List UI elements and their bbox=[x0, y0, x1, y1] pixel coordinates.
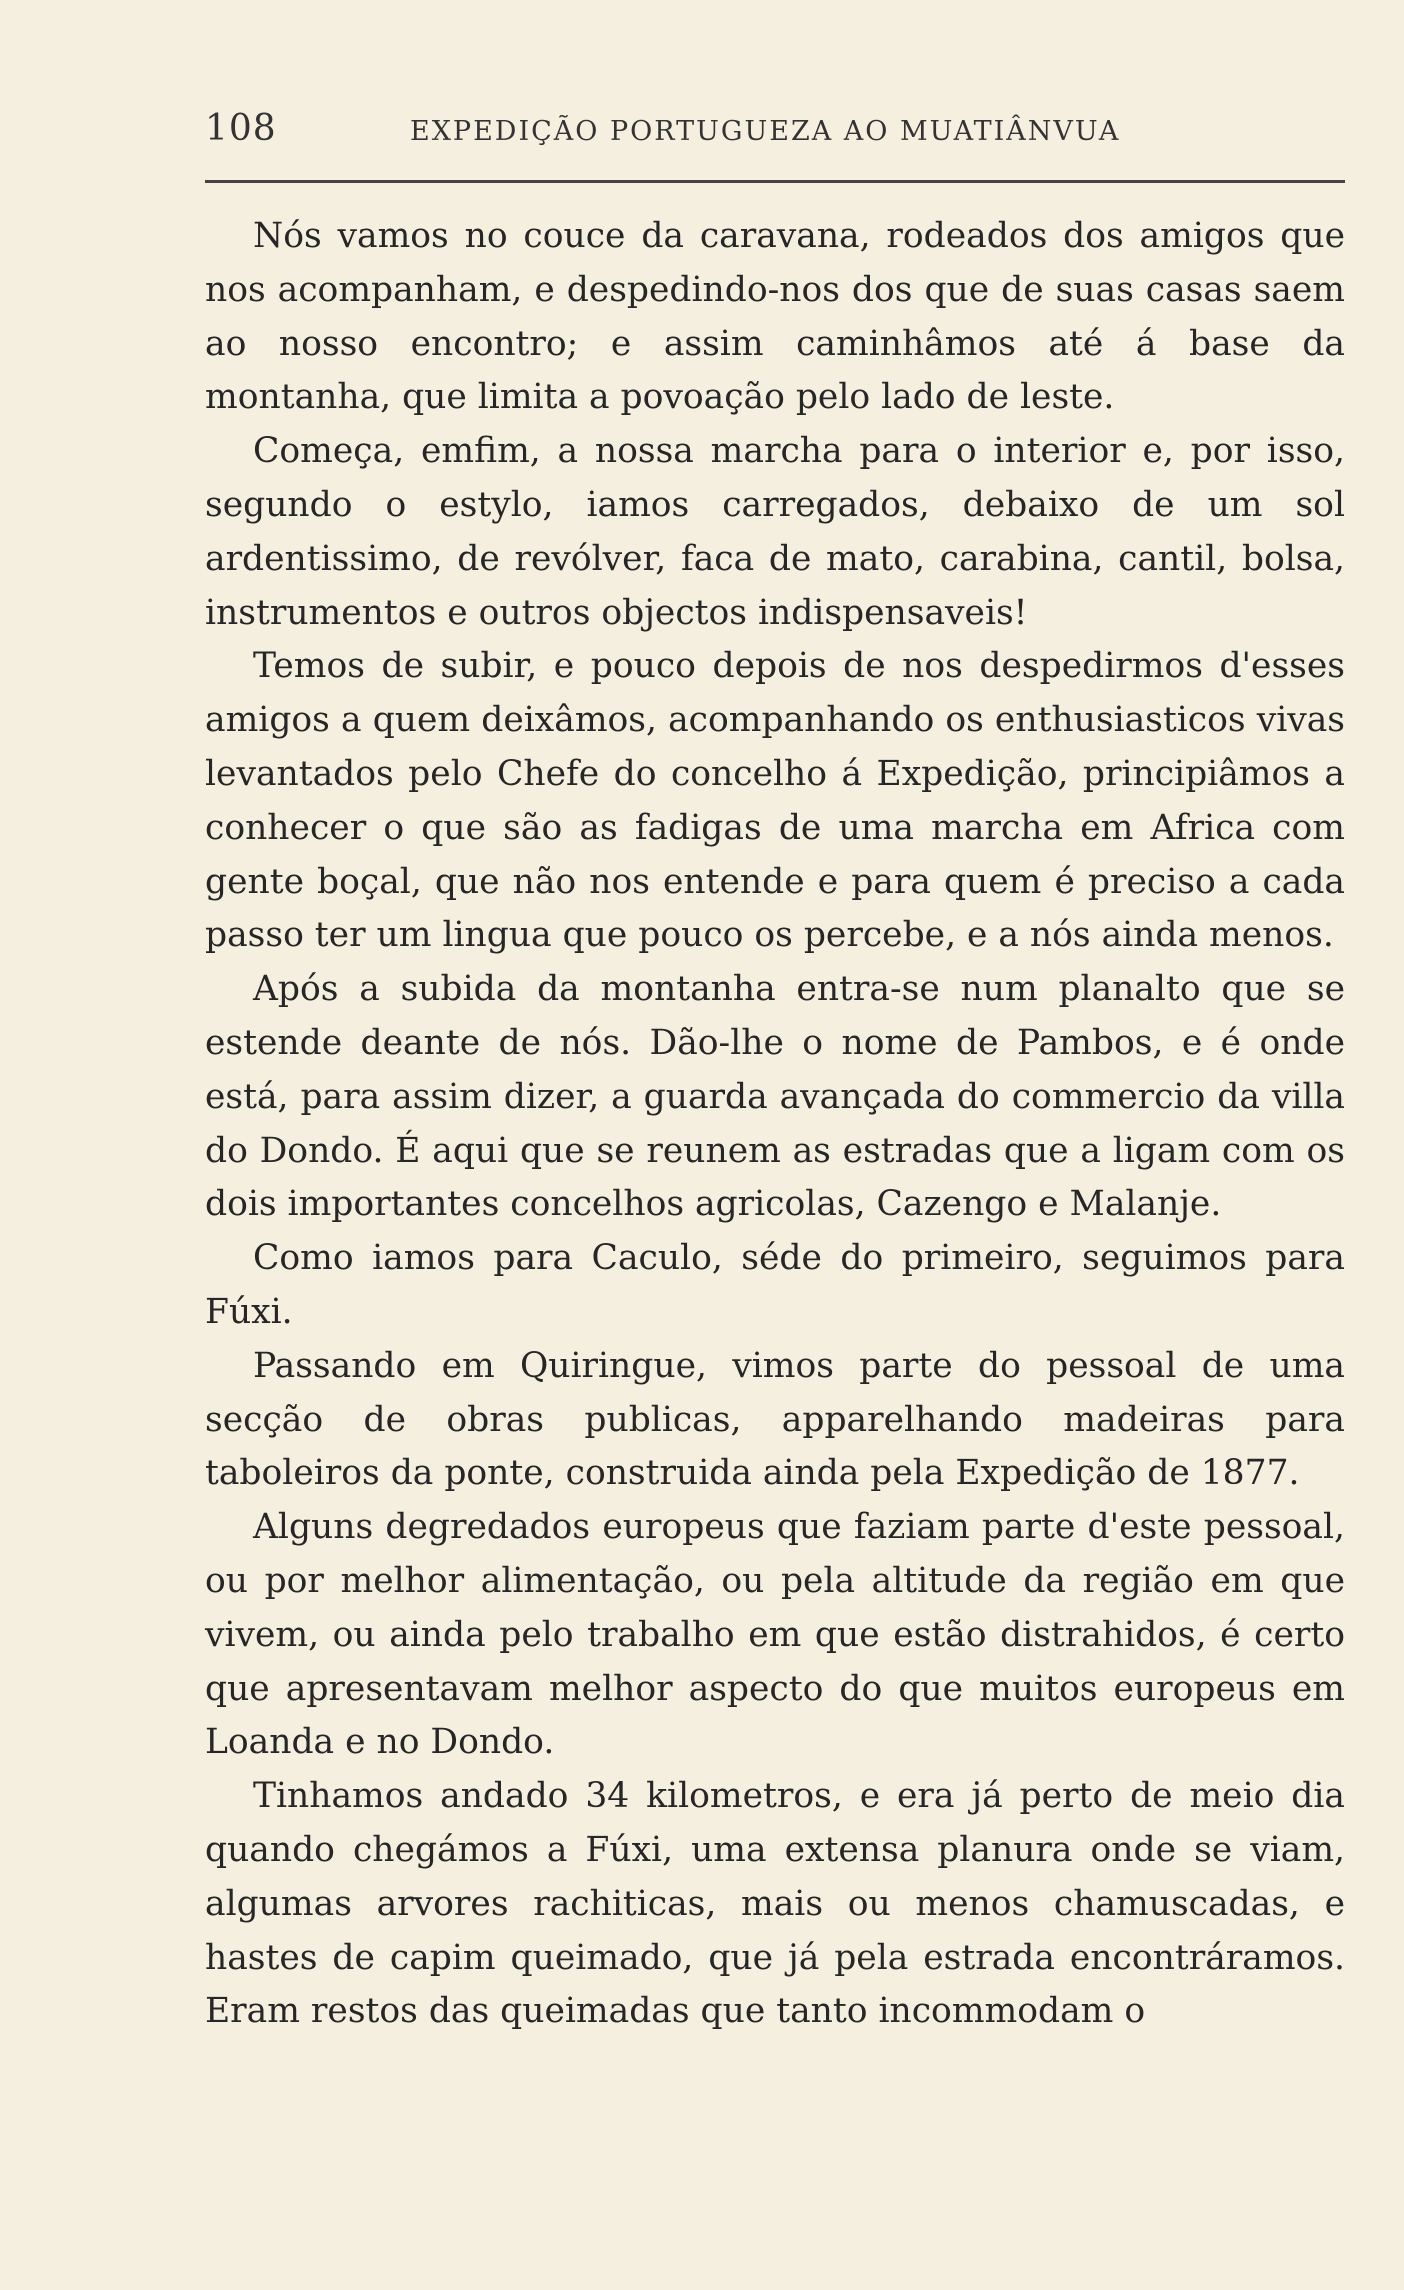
paragraph: Temos de subir, e pouco depois de nos despedirmos d'esses amigos a quem deixâmos, acompanhando os enthusiasticos vivas levantados pelo Chefe do concelho á Expedição, principiâmos a conhecer o que são as fadigas de uma marcha em Africa com gente boçal, que não nos entende e para quem é preciso a cada passo ter um lingua que pouco os percebe, e a nós ainda menos. bbox=[205, 646, 1345, 956]
running-title: EXPEDIÇÃO PORTUGUEZA AO MUATIÂNVUA bbox=[410, 116, 1121, 147]
page-number: 108 bbox=[205, 108, 277, 149]
body-text bbox=[205, 210, 1345, 2039]
paragraph: Após a subida da montanha entra-se num planalto que se estende deante de nós. Dão-lhe o nome de Pambos, e é onde está, para assim dizer, a guarda avançada do commercio da villa do Dondo. É aqui que se reunem as estradas que a ligam com os dois importantes concelhos agricolas, Cazengo e Malanje. bbox=[205, 969, 1345, 1225]
paragraph: Tinhamos andado 34 kilometros, e era já perto de meio dia quando chegámos a Fúxi, uma extensa planura onde se viam, algumas arvores rachiticas, mais ou menos chamuscadas, e hastes de capim queimado, que já pela estrada encontráramos. Eram restos das queimadas que tanto incommodam o bbox=[205, 1776, 1345, 2032]
paragraph: Como iamos para Caculo, séde do primeiro, seguimos para Fúxi. bbox=[205, 1238, 1345, 1332]
paragraph: Nós vamos no couce da caravana, rodeados dos amigos que nos acompanham, e despedindo-nos dos que de suas casas saem ao nosso encontro; e assim caminhâmos até á base da montanha, que limita a povoação pelo lado de leste. bbox=[205, 216, 1345, 418]
header-rule bbox=[205, 180, 1345, 183]
paragraph: Passando em Quiringue, vimos parte do pessoal de uma secção de obras publicas, apparelhando madeiras para taboleiros da ponte, construida ainda pela Expedição de 1877. bbox=[205, 1345, 1345, 1494]
page-header bbox=[205, 108, 1345, 158]
paragraph: Começa, emfim, a nossa marcha para o interior e, por isso, segundo o estylo, iamos carregados, debaixo de um sol ardentissimo, de revólver, faca de mato, carabina, cantil, bolsa, instrumentos e outros objectos indispensaveis! bbox=[205, 431, 1345, 633]
paragraph: Alguns degredados europeus que faziam parte d'este pessoal, ou por melhor alimentação, ou pela altitude da região em que vivem, ou ainda pelo trabalho em que estão distrahidos, é certo que apresentavam melhor aspecto do que muitos europeus em Loanda e no Dondo. bbox=[205, 1507, 1345, 1763]
